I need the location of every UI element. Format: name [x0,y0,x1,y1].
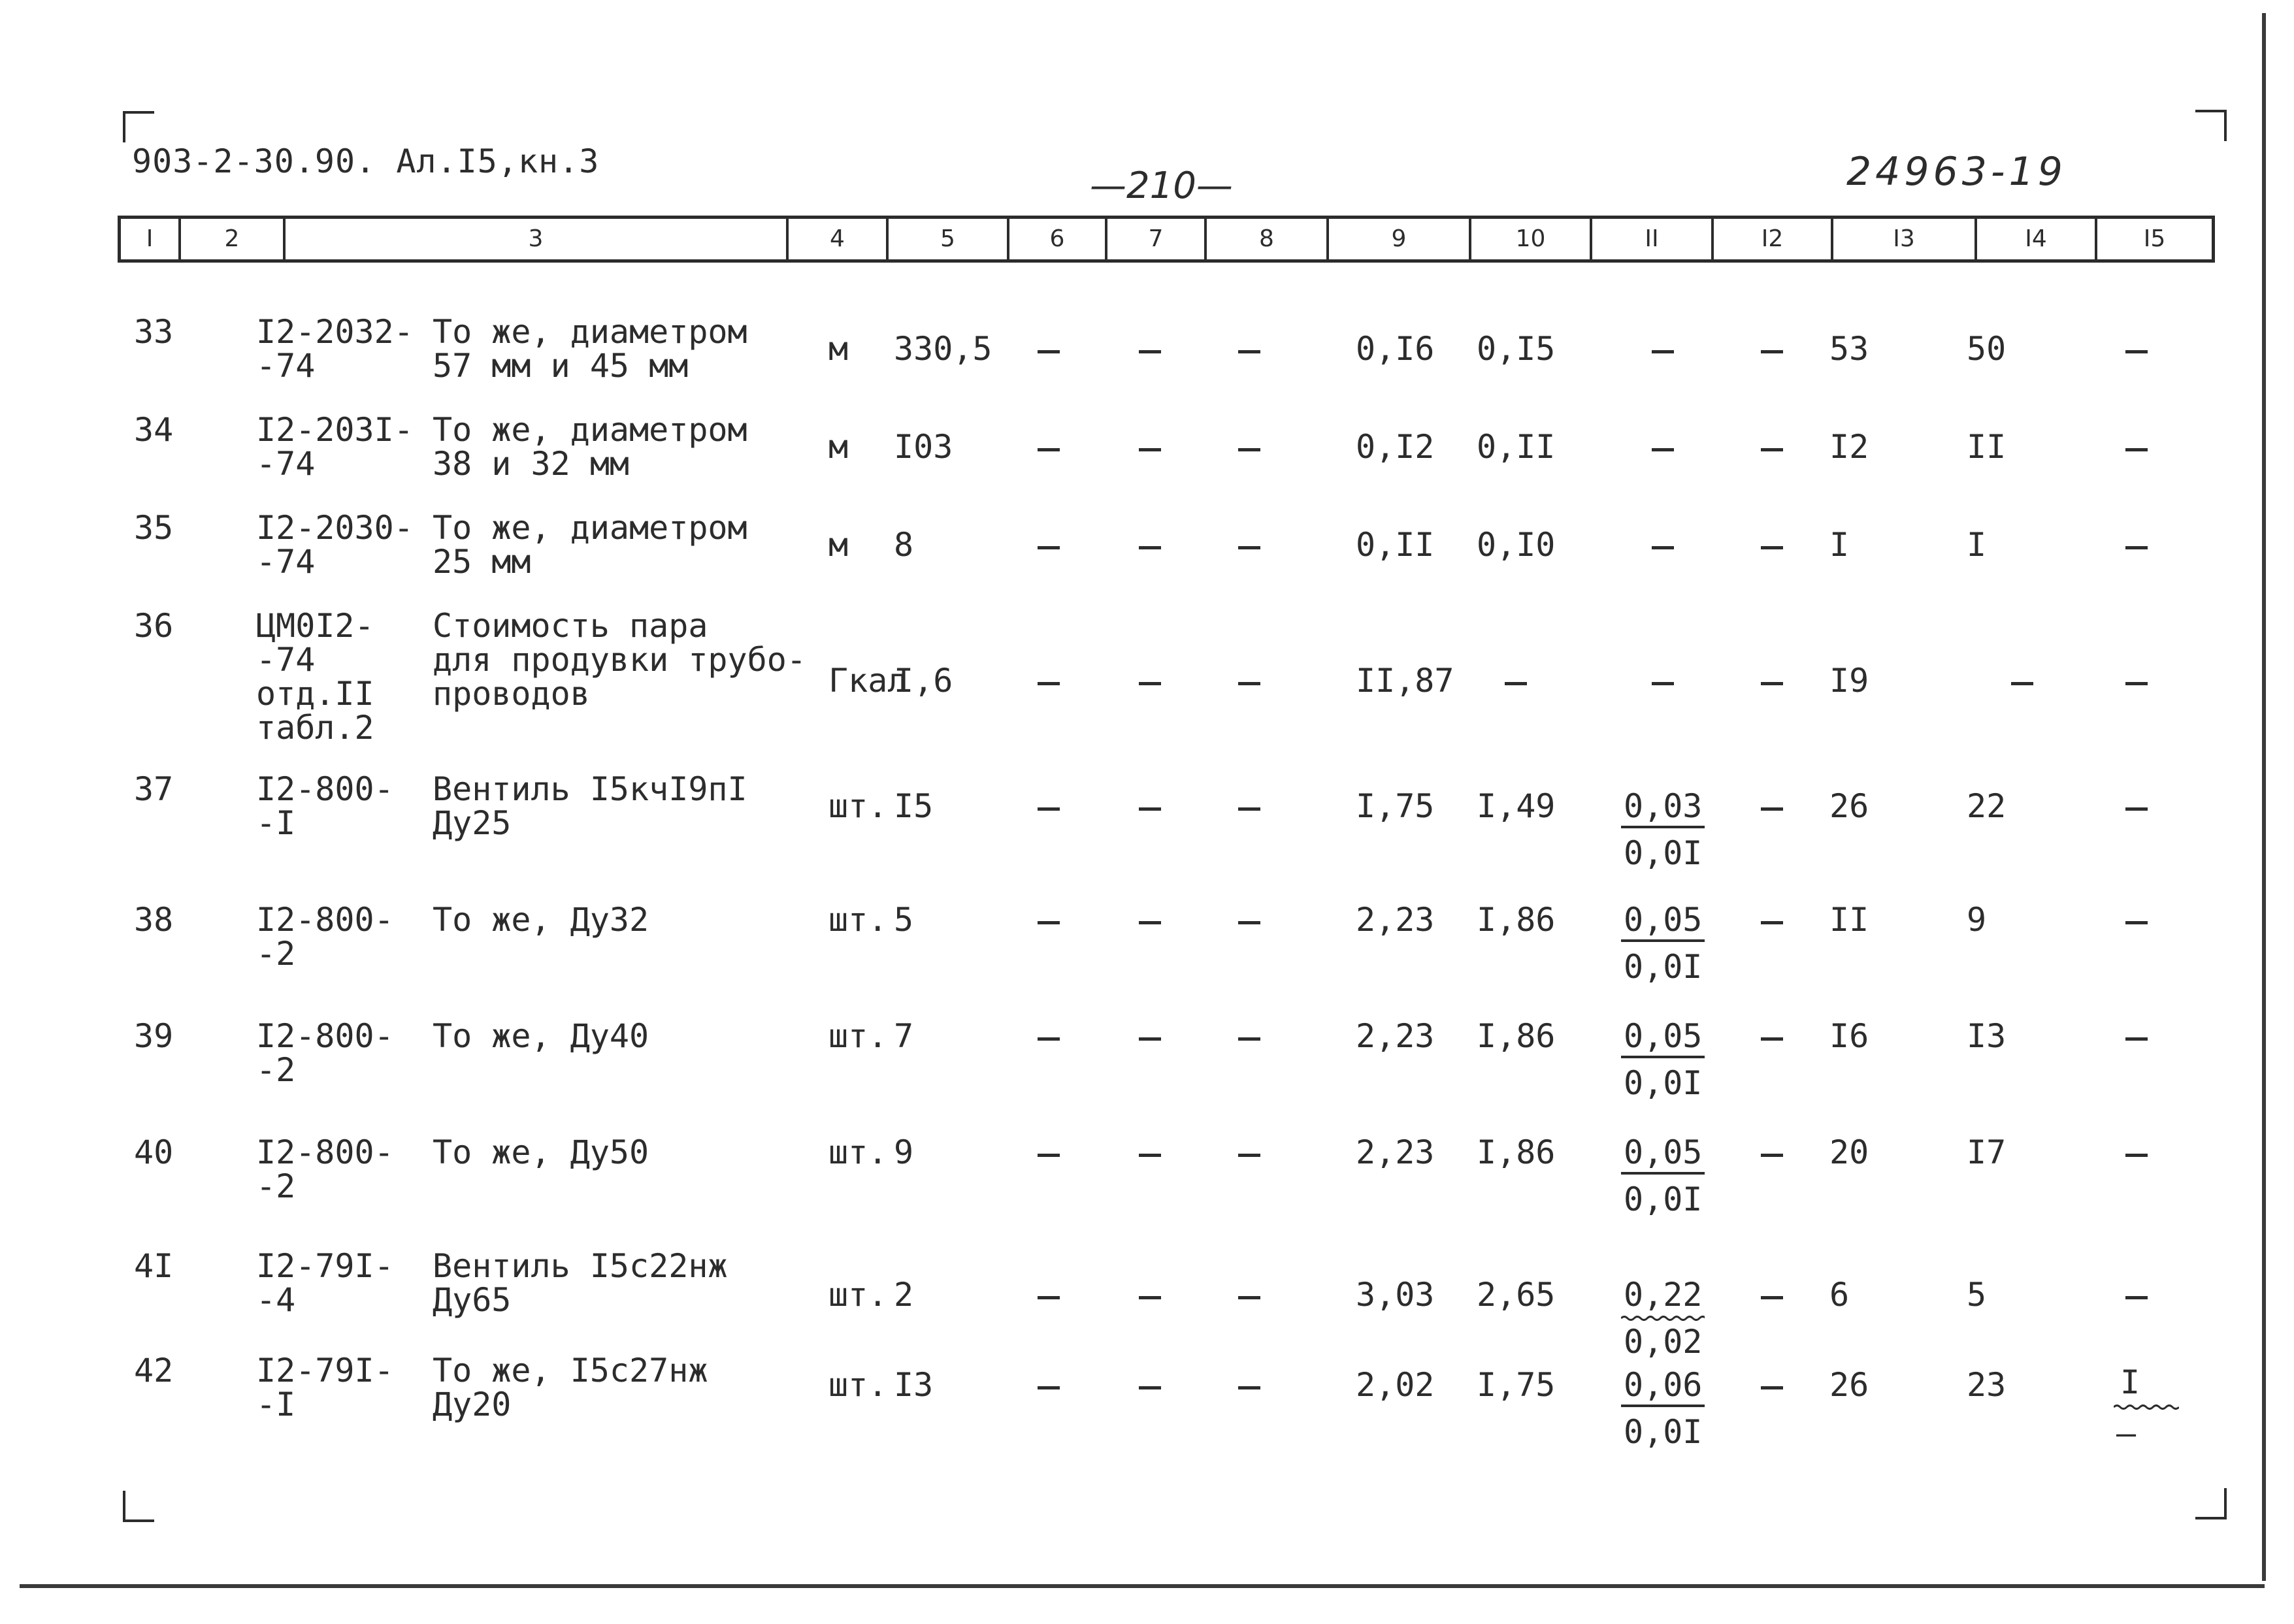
quantity: I5 [894,787,934,825]
cost-code: I2-2032- -74 [256,313,414,385]
wavy-underline [2114,1403,2179,1411]
column-10-value: I,86 [1477,901,1556,939]
column-11-numerator: 0,03 [1624,787,1703,825]
empty-dash [1139,1037,1161,1041]
cost-code: I2-800- -2 [256,1017,394,1089]
cost-code: I2-800- -2 [256,1133,394,1205]
empty-dash [1238,1037,1260,1041]
row-number: 36 [134,607,174,645]
column-header: I5 [2143,225,2166,252]
quantity: 5 [894,901,914,939]
cost-code: I2-800- -I [256,770,394,842]
column-11-numerator: 0,05 [1624,1017,1703,1055]
scan-edge-right [2262,13,2266,1581]
column-11-denominator: 0,0I [1624,948,1703,986]
column-13-value: I9 [1829,662,1869,700]
row-number: 40 [134,1133,174,1171]
row-number: 34 [134,411,174,449]
quantity: 8 [894,526,914,564]
quantity: I03 [894,428,953,466]
empty-dash [1139,1296,1161,1299]
column-11-denominator: 0,0I [1624,1180,1703,1218]
row-number: 4I [134,1247,174,1285]
empty-dash [1652,350,1674,353]
empty-dash [1038,682,1060,685]
item-description: Вентиль I5с22нж Ду65 [433,1247,728,1319]
empty-dash [1139,1154,1161,1157]
empty-dash [1038,350,1060,353]
empty-dash [1139,807,1161,811]
column-header: II [1592,219,1714,259]
column-9-value: 0,I6 [1356,330,1435,368]
unit: Гкал [828,662,908,700]
cost-code: I2-79I- -4 [256,1247,394,1319]
column-14-value: I7 [1967,1133,2007,1171]
row-number: 42 [134,1352,174,1389]
column-14-value: I [1967,526,1987,564]
quantity: I,6 [894,662,953,700]
empty-dash [1238,921,1260,924]
empty-dash [1139,682,1161,685]
corner-mark-top-left [123,111,154,142]
document-code: 903-2-30.90. Ал.I5,кн.3 [132,142,600,180]
empty-dash [1139,921,1161,924]
column-14-value: 22 [1967,787,2007,825]
column-13-value: 53 [1829,330,1869,368]
column-11-denominator: 0,0I [1624,1413,1703,1451]
quantity: 2 [894,1276,914,1314]
scan-edge-bottom [20,1584,2265,1588]
empty-dash [1761,682,1783,685]
corner-mark-top-right [2195,110,2227,141]
column-11-numerator: 0,05 [1624,901,1703,939]
unit: м [828,526,849,564]
empty-dash [1038,921,1060,924]
fraction-line [1621,826,1705,828]
empty-dash [1761,1154,1783,1157]
column-header: 8 [1207,219,1329,259]
fraction-line [1621,1405,1705,1407]
column-number-header [118,216,2215,263]
column-14-value: 50 [1967,330,2007,368]
column-header: 3 [286,219,789,259]
empty-dash [2125,350,2148,353]
column-10-value: 0,I0 [1477,526,1556,564]
row-number: 38 [134,901,174,939]
column-11-numerator: 0,06 [1624,1366,1703,1404]
quantity: I3 [894,1366,934,1404]
column-9-value: 2,23 [1356,1133,1435,1171]
empty-dash [1652,682,1674,685]
empty-dash [1139,350,1161,353]
item-description: Стоимость пара для продувки трубо- проводов [433,607,806,713]
column-13-value: 26 [1829,1366,1869,1404]
item-description: То же, диаметром 57 мм и 45 мм [433,313,747,385]
empty-dash [2125,1296,2148,1299]
item-description: То же, Ду40 [433,1017,649,1055]
column-13-value: 20 [1829,1133,1869,1171]
row-number: 33 [134,313,174,351]
unit: шт. [828,787,888,825]
quantity: 9 [894,1133,914,1171]
column-header: 9 [1329,219,1471,259]
empty-dash [2125,448,2148,451]
empty-dash [1038,1296,1060,1299]
column-10-value: 0,I5 [1477,330,1556,368]
fraction-line [1621,1056,1705,1058]
unit: шт. [828,1276,888,1314]
column-header: 5 [889,219,1009,259]
empty-dash [1238,1154,1260,1157]
cost-code: I2-2030- -74 [256,509,414,581]
empty-dash [1038,1386,1060,1389]
column-9-value: I,75 [1356,787,1435,825]
column-15-denominator: — [2116,1414,2137,1452]
item-description: То же, Ду32 [433,901,649,939]
item-description: То же, диаметром 25 мм [433,509,747,581]
column-10-value: I,86 [1477,1017,1556,1055]
column-13-value: 26 [1829,787,1869,825]
fraction-line [1621,1172,1705,1175]
column-header: I [121,219,181,259]
empty-dash [1238,807,1260,811]
column-header: I4 [1977,219,2097,259]
empty-dash [1038,546,1060,549]
column-11-numerator: 0,22 [1624,1276,1703,1314]
empty-dash [1038,1154,1060,1157]
empty-dash [1238,1386,1260,1389]
column-9-value: 2,23 [1356,1017,1435,1055]
corner-mark-bottom-right [2195,1488,2227,1519]
empty-dash [1761,1386,1783,1389]
empty-dash [1038,1037,1060,1041]
unit: м [828,330,849,368]
empty-dash [1761,546,1783,549]
unit: м [828,428,849,466]
fraction-line [1621,939,1705,942]
column-9-value: II,87 [1356,662,1454,700]
empty-dash [1761,448,1783,451]
column-11-numerator: 0,05 [1624,1133,1703,1171]
empty-dash [1505,682,1527,685]
column-9-value: 0,II [1356,526,1435,564]
empty-dash [1038,807,1060,811]
column-10-value: I,49 [1477,787,1556,825]
empty-dash [1238,1296,1260,1299]
column-10-value: 2,65 [1477,1276,1556,1314]
empty-dash [1761,1037,1783,1041]
column-11-denominator: 0,0I [1624,834,1703,872]
sheet-number: 24963-19 [1846,149,2067,195]
column-13-value: 6 [1829,1276,1850,1314]
column-14-value: II [1967,428,2007,466]
unit: шт. [828,901,888,939]
unit: шт. [828,1133,888,1171]
column-9-value: 0,I2 [1356,428,1435,466]
wavy-underline [1621,1314,1705,1322]
empty-dash [2125,807,2148,811]
column-13-value: I6 [1829,1017,1869,1055]
empty-dash [2125,1154,2148,1157]
quantity: 330,5 [894,330,992,368]
empty-dash [1761,350,1783,353]
column-9-value: 2,02 [1356,1366,1435,1404]
column-15-numerator: I [2120,1363,2140,1401]
column-13-value: I [1829,526,1850,564]
empty-dash [1139,1386,1161,1389]
corner-mark-bottom-left [123,1491,154,1522]
column-header: 4 [789,219,889,259]
column-9-value: 2,23 [1356,901,1435,939]
empty-dash [2011,682,2033,685]
column-14-value: 9 [1967,901,1987,939]
row-number: 37 [134,770,174,808]
column-13-value: I2 [1829,428,1869,466]
cost-code: I2-79I- -I [256,1352,394,1423]
empty-dash [1238,350,1260,353]
column-header: 6 [1009,219,1107,259]
empty-dash [1238,682,1260,685]
empty-dash [1652,448,1674,451]
column-header: 2 [181,219,286,259]
column-header: I2 [1714,219,1833,259]
item-description: Вентиль I5кчI9пI Ду25 [433,770,747,842]
empty-dash [1139,448,1161,451]
cost-code: I2-800- -2 [256,901,394,973]
empty-dash [1038,448,1060,451]
empty-dash [1238,546,1260,549]
item-description: То же, диаметром 38 и 32 мм [433,411,747,483]
column-header: 7 [1107,219,1207,259]
page-number: —210— [1090,165,1233,207]
row-number: 35 [134,509,174,547]
empty-dash [2125,682,2148,685]
column-13-value: II [1829,901,1869,939]
column-header: 10 [1471,219,1592,259]
column-10-value: I,75 [1477,1366,1556,1404]
empty-dash [1761,807,1783,811]
empty-dash [1238,448,1260,451]
empty-dash [1139,546,1161,549]
column-10-value: 0,II [1477,428,1556,466]
empty-dash [2125,921,2148,924]
empty-dash [1652,546,1674,549]
empty-dash [1761,921,1783,924]
column-header: I3 [1833,219,1977,259]
empty-dash [1761,1296,1783,1299]
unit: шт. [828,1017,888,1055]
column-10-value: I,86 [1477,1133,1556,1171]
column-11-denominator: 0,02 [1624,1323,1703,1361]
item-description: То же, I5с27нж Ду20 [433,1352,708,1423]
row-number: 39 [134,1017,174,1055]
unit: шт. [828,1366,888,1404]
item-description: То же, Ду50 [433,1133,649,1171]
column-14-value: I3 [1967,1017,2007,1055]
column-14-value: 5 [1967,1276,1987,1314]
empty-dash [2125,546,2148,549]
cost-code: ЦМ0I2- -74 отд.II табл.2 [256,607,374,747]
column-9-value: 3,03 [1356,1276,1435,1314]
empty-dash [2125,1037,2148,1041]
column-14-value: 23 [1967,1366,2007,1404]
column-11-denominator: 0,0I [1624,1064,1703,1102]
quantity: 7 [894,1017,914,1055]
cost-code: I2-203I- -74 [256,411,414,483]
